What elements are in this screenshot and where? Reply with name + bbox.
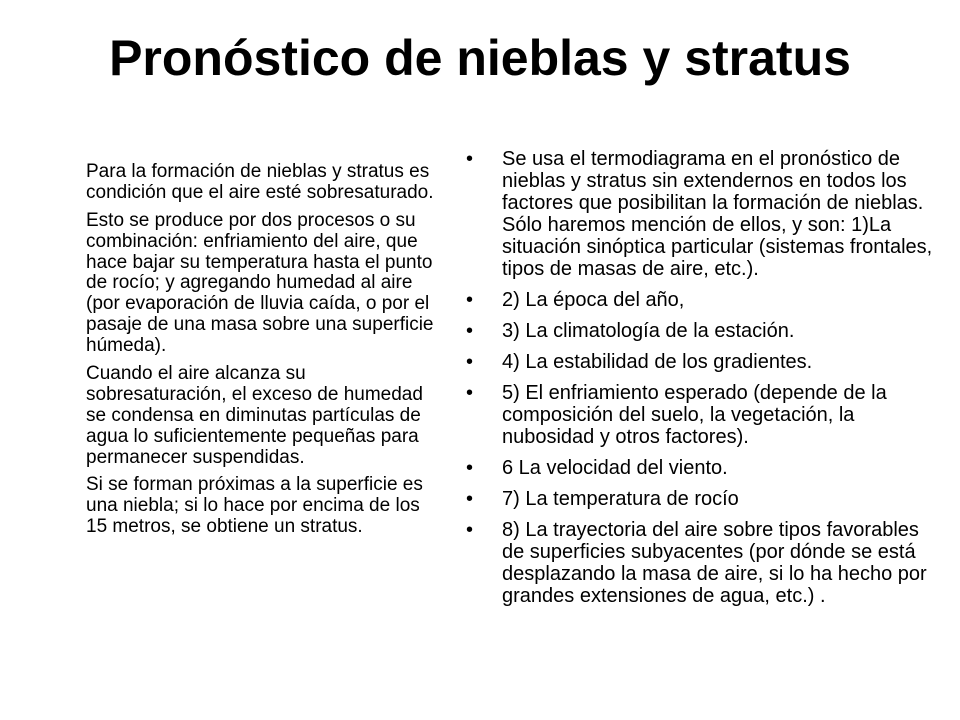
right-bullet-list <box>466 148 946 616</box>
bullet-item-1: • Se usa el termodiagrama en el pronóstico de nieblas y stratus sin extendernos en todos los factores que posibilitan la formación de nieblas. Sólo haremos mención de ellos, y son: 1)La situación sinóptica particular (sistemas frontales, tipos de masas de aire, etc.). <box>466 148 946 280</box>
bullet-item-6: • 6 La velocidad del viento. <box>466 457 946 479</box>
bullet-item-7: • 7) La temperatura de rocío <box>466 488 946 510</box>
left-paragraph-2: Esto se produce por dos procesos o su combinación: enfriamiento del aire, que hace bajar su temperatura hasta el punto de rocío; y agregando humedad al aire (por evaporación de lluvia caída, o por el pasaje de una masa sobre una superficie húmeda). <box>86 209 434 357</box>
left-paragraph-1: Para la formación de nieblas y stratus es condición que el aire esté sobresaturado. <box>86 161 434 203</box>
bullet-item-2: • 2) La época del año, <box>466 289 946 311</box>
bullet-item-5: • 5) El enfriamiento esperado (depende de la composición del suelo, la vegetación, la nubosidad y otros factores). <box>466 382 946 448</box>
left-column <box>86 162 442 545</box>
bullet-item-8: • 8) La trayectoria del aire sobre tipos favorables de superficies subyacentes (por dónde se está desplazando la masa de aire, si lo ha hecho por grandes extensiones de agua, etc.) . <box>466 519 946 607</box>
left-paragraph-4: Si se forman próximas a la superficie es una niebla; si lo hace por encima de los 15 metros, se obtiene un stratus. <box>86 474 423 538</box>
bullet-item-4: • 4) La estabilidad de los gradientes. <box>466 351 946 373</box>
bullet-item-3: • 3) La climatología de la estación. <box>466 320 946 342</box>
left-paragraph-3: Cuando el aire alcanza su sobresaturación, el exceso de humedad se condensa en diminutas partículas de agua lo suficientemente pequeñas para permanecer suspendidas. <box>86 363 423 468</box>
slide-title: Pronóstico de nieblas y stratus <box>109 30 851 86</box>
